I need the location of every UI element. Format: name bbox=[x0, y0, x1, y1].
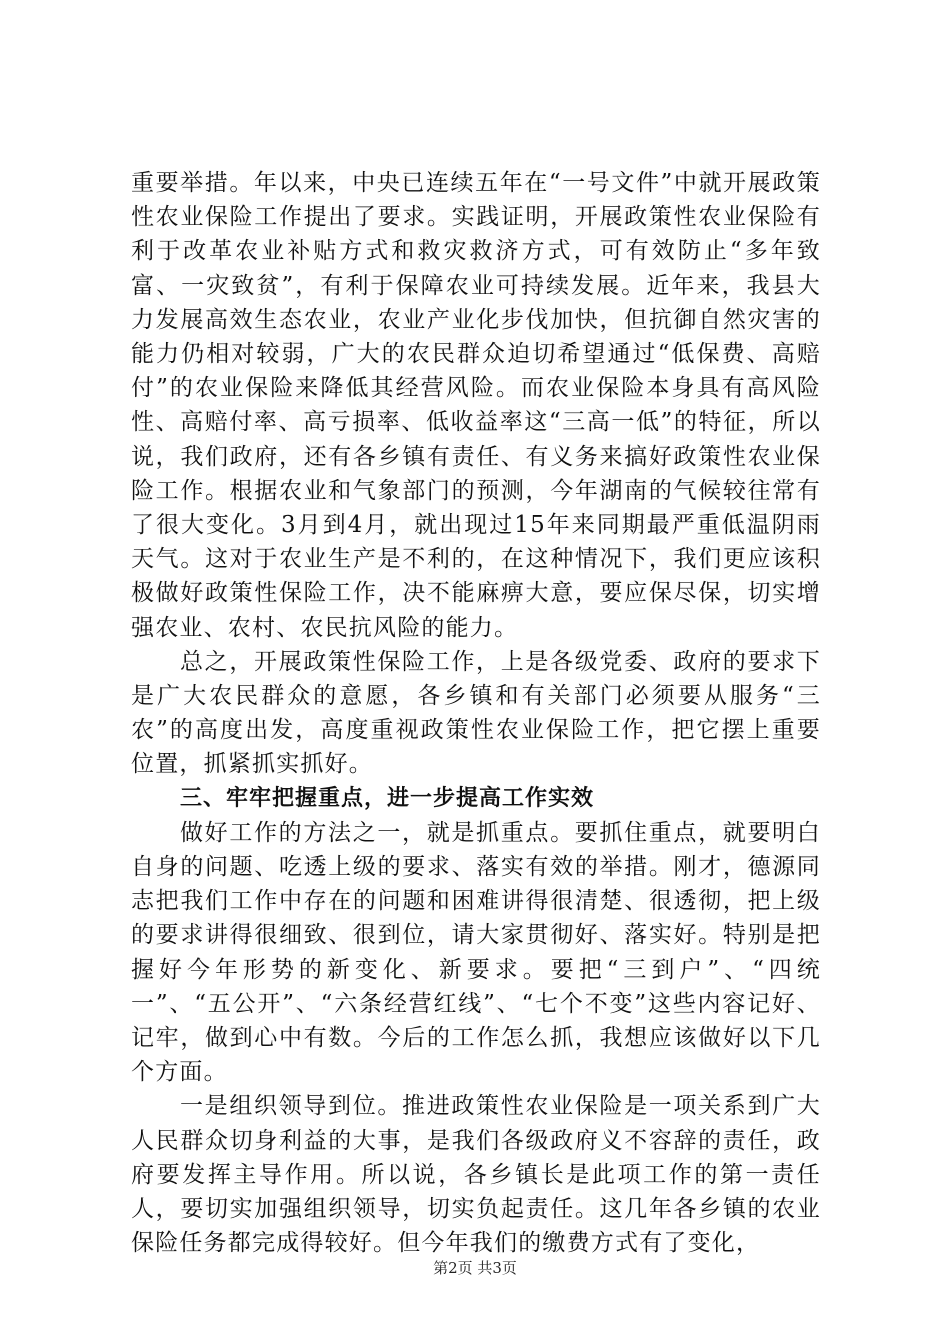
page-number-footer: 第2页 共3页 bbox=[433, 1259, 517, 1277]
paragraph-organization-leadership: 一是组织领导到位。推进政策性农业保险是一项关系到广大人民群众切身利益的大事，是我们各级政府义不容辞的责任，政府要发挥主导作用。所以说，各乡镇长是此项工作的第一责任人，要切实加强组织领导，切实负起责任。这几年各乡镇的农业保险任务都完成得较好。但今年我们的缴费方式有了变化， bbox=[131, 1093, 821, 1257]
paragraph-summary: 总之，开展政策性保险工作，上是各级党委、政府的要求下是广大农民群众的意愿，各乡镇和有关部门必须要从服务“三农”的高度出发，高度重视政策性农业保险工作，把它摆上重要位置，抓紧抓实抓好。 bbox=[131, 648, 821, 778]
paragraph-grasp-key-points: 做好工作的方法之一，就是抓重点。要抓住重点，就要明白自身的问题、吃透上级的要求、落实有效的举措。刚才，德源同志把我们工作中存在的问题和困难讲得很清楚、很透彻，把上级的要求讲得很细致、很到位，请大家贯彻好、落实好。特别是把握好今年形势的新变化、新要求。要把“三到户”、“四统一”、“五公开”、“六条经营红线”、“七个不变”这些内容记好、记牢，做到心中有数。今后的工作怎么抓，我想应该做好以下几个方面。 bbox=[131, 819, 821, 1086]
paragraph-policy-insurance-importance: 重要举措。年以来，中央已连续五年在“一号文件”中就开展政策性农业保险工作提出了要求。实践证明，开展政策性农业保险有利于改革农业补贴方式和救灾救济方式，可有效防止“多年致富、一灾致贫”，有利于保障农业可持续发展。近年来，我县大力发展高效生态农业，农业产业化步伐加快，但抗御自然灾害的能力仍相对较弱，广大的农民群众迫切希望通过“低保费、高赔付”的农业保险来降低其经营风险。而农业保险本身具有高风险性、高赔付率、高亏损率、低收益率这“三高一低”的特征，所以说，我们政府，还有各乡镇有责任、有义务来搞好政策性农业保险工作。根据农业和气象部门的预测，今年湖南的气候较往常有了很大变化。3月到4月，就出现过15年来同期最严重低温阴雨天气。这对于农业生产是不利的，在这种情况下，我们更应该积极做好政策性保险工作，决不能麻痹大意，要应保尽保，切实增强农业、农村、农民抗风险的能力。 bbox=[131, 170, 821, 641]
section-heading-three: 三、牢牢把握重点，进一步提高工作实效 bbox=[180, 785, 595, 811]
document-body bbox=[131, 166, 821, 1261]
